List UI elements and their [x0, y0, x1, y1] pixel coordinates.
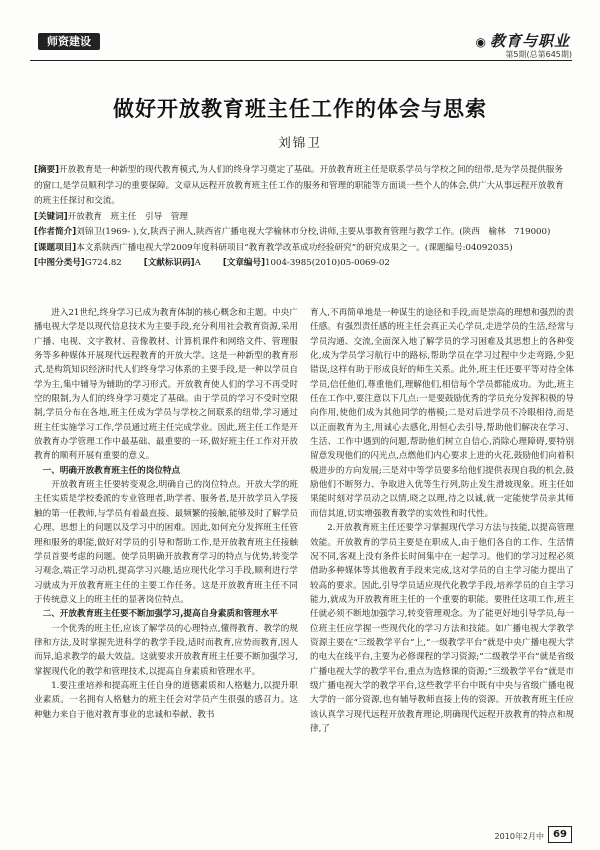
section-heading: 二、开放教育班主任要不断加强学习,提高自身素质和管理水平 — [42, 609, 278, 620]
section-heading: 一、明确开放教育班主任的岗位特点 — [42, 465, 181, 476]
journal-name: 教育与职业 — [489, 32, 570, 50]
body-column-right — [310, 306, 574, 736]
issue-number: 第5期(总第645期) — [505, 50, 572, 59]
body-column-left — [34, 306, 298, 722]
header-divider — [30, 60, 572, 61]
section-badge: 师资建设 — [38, 33, 100, 50]
project-info: [课题项目]本文系陕西广播电视大学2009年度科研项目“教育教学改革成功经验研究”的研究成果之一。(课题编号:04092035) — [34, 242, 513, 253]
footer-date: 2010年2月中 — [494, 832, 544, 841]
paragraph: 1.要注重培养和提高班主任自身的道德素质和人格魅力,以提升职业素质。一名拥有人格魅力的班主任会对学员产生很强的感召力。这种魅力来自于他对教育事业的忠诚和奉献、教书 — [34, 680, 298, 720]
paragraph: 开放教育班主任要转变观念,明确自己的岗位特点。开放大学的班主任实质是学校委派的专业管理者,助学者、服务者,是开放学员入学接触的第一任教师,与学员有着最直接、最频繁的接触,能够及时了解学员心理、思想上的问题以及学习中的困难。因此,如何充分发挥班主任管理和服务的职能,做好对学员的引导和帮助工作,是开放教育班主任接触学员首要考虑的问题。使学员明确开放教育学习的特点与优势,转变学习观念,端正学习动机,提高学习兴趣,适应现代化学习手段,顺利进行学习就成为开放教育班主任的主要工作任务。这是开放教育班主任不同于传统意义上的班主任的显著岗位特点。 — [34, 480, 298, 605]
doc-code: [文献标识码]A — [143, 258, 201, 268]
clc-code: [中图分类号]G724.82 — [34, 258, 122, 268]
author-info: [作者简介]刘锦卫(1969- ),女,陕西子洲人,陕西省广播电视大学榆林市分校,讲师,主要从事教育管理与教学工作。(陕西 榆林 719000) — [34, 227, 551, 237]
classification-row — [34, 256, 570, 272]
abstract: [摘要]开放教育是一种新型的现代教育模式,为人们的终身学习奠定了基础。开放教育班主任是联系学员与学校之间的纽带,是为学员提供服务的窗口,是学员顺利学习的重要保障。文章从远程开放教育班主任工作的服务和管理的职能等方面谈一些个人的体会,供广大从事远程开放教育的班主任探讨和交流。 — [34, 165, 564, 206]
paragraph: 进入21世纪,终身学习已成为教育体制的核心概念和主题。中央广播电视大学是以现代信息技术为主要手段,充分利用社会教育资源,采用广播、电视、文字教材、音像教材、计算机课件和网络文件、管理服务等多种媒体开展现代远程教育的开放大学。这是一种新型的教育形式,是构筑知识经济时代人们终身学习体系的主要手段,是一种以学员自学为主,集中辅导为辅助的学习形式。开放教育使人们的学习不再受时空的限制,为人们的终身学习奠定了基础。由于学员的学习不受时空限制,学员分布在各地,班主任成为学员与学校之间联系的纽带,学习通过班主任实施学习工作,学员通过班主任完成学业。因此,班主任工作是开放教育办学管理工作中最基础、最重要的一环,做好班主任工作对开放教育的顺利开展有重要的意义。 — [34, 308, 298, 462]
article-number: [文章编号]1004-3985(2010)05-0069-02 — [222, 258, 390, 268]
page-number: 69 — [548, 826, 572, 843]
keywords: [关键词]开放教育 班主任 引导 管理 — [34, 211, 188, 222]
journal-emblem-icon: ◉ — [475, 35, 487, 49]
article-author: 刘锦卫 — [278, 135, 322, 150]
paragraph: 2.开放教育班主任还要学习掌握现代学习方法与技能,以提高管理效能。开放教育的学员主要是在职成人,由于他们各自的工作、生活情况不同,客观上没有条件长时间集中在一起学习。他们的学习过程必须借助多种媒体等其他教育手段来完成,这对学员的自主学习能力提出了较高的要求。因此,引导学员适应现代化教学手段,培养学员的自主学习能力,就成为开放教育班主任的一个重要的职能。要胜任这项工作,班主任就必须不断地加强学习,转变管理观念。为了能更好地引导学员,每一位班主任应学握一些现代化的学习方法和技能。如广播电视大学教学资源主要在“三级教学平台”上,“一级教学平台”就是中央广播电视大学的电大在线平台,主要为必修课程的学习资源;“二级教学平台”就是省级广播电视大学的教学平台,重点为选修课的资源;“三级教学平台”就是市级广播电视大学的教学平台,这些教学平台中既有中央与省级广播电视大学的一部分资源,也有辅导教师直接上传的资源。开放教育班主任应该认真学习现代远程开放教育理论,明确现代远程开放教育的特点和规律,了 — [310, 523, 574, 734]
article-title: 做好开放教育班主任工作的体会与思索 — [113, 97, 487, 121]
paragraph: 一个优秀的班主任,应该了解学员的心理特点,懂得教育、教学的规律和方法,及时掌握先进科学的教学手段,适时而教育,应势而教育,因人而异,追求教学的最大效益。这就要求开放教育班主任要不断加强学习,掌握现代化的教学和管理技术,以提高自身素质和管理水平。 — [34, 623, 298, 677]
journal-logo — [476, 30, 571, 51]
article-meta — [34, 163, 570, 272]
paragraph: 育人,不再简单地是一种谋生的途径和手段,而是崇高的理想和强烈的责任感。有强烈责任感的班主任会真正关心学员,走进学员的生活,经常与学员沟通、交流,全面深入地了解学员的学习困难及其思想上的各种变化,成为学员学习航行中的路标,帮助学员在学习过程中少走弯路,少犯错误,这样有助于形成良好的师生关系。此外,班主任还要平等对待全体学员,信任他们,尊重他们,理解他们,相信每个学员都能成功。为此,班主任在工作中,要注意以下几点:一是要鼓励优秀的学员充分发挥积极的导向作用,使他们成为其他同学的楷模;二是对后进学员不冷眼相待,而是以正面教育为主,用诚心去感化,用恒心去引导,帮助他们解决在学习、生活、工作中遇到的问题,帮助他们树立自信心,消除心理障碍,要特别留意发现他们的闪光点,点燃他们内心要求上进的火花,鼓励他们向着积极进步的方向发展;三是对中等学员要多给他们提供表现自我的机会,鼓励他们不断努力、争取进入优等生行列,防止发生滑坡现象。班主任如果能时刻对学员动之以情,晓之以理,待之以诚,就一定能使学员亲其师而信其道,切实增强教育教学的实效性和时代性。 — [310, 308, 574, 519]
